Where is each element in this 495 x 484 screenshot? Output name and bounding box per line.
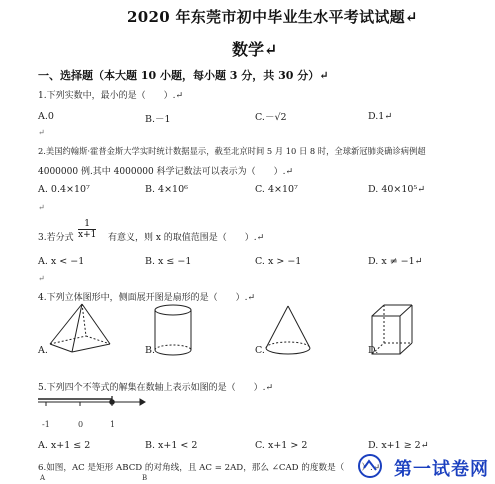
exam-title: 2020 年东莞市初中毕业生水平考试试题↵ [127, 8, 418, 26]
cuboid-figure [370, 302, 414, 358]
axis-label-minus1: -1 [42, 420, 50, 429]
q3-fraction-numerator: 1 [78, 219, 96, 230]
q3-option-c: C. x > −1 [255, 256, 302, 267]
q4-option-a: A. [38, 345, 48, 356]
q1-option-a: A.0 [38, 111, 54, 122]
question-3-stem-pre: 3.若分式 [38, 233, 74, 243]
q2-option-d: D. 40×10⁵↵ [368, 184, 426, 195]
cylinder-figure [152, 302, 194, 358]
question-2-stem: 2.美国约翰斯·霍普金斯大学实时统计数据显示，截至北京时间 5 月 10 日 8 时，全球新冠肺炎确诊病例超 [38, 146, 426, 156]
watermark-text: 第一试卷网 [394, 459, 489, 480]
cone-figure [262, 304, 314, 358]
axis-label-zero: 0 [78, 420, 84, 429]
question-6-stem: 6.如图，AC 是矩形 ABCD 的对角线，且 AC = 2AD，那么 ∠CAD 的度数是（ ）.↵ [38, 463, 380, 473]
q2-option-b: B. 4×10⁶ [145, 184, 188, 195]
q1-option-b: B.－1 [145, 114, 171, 125]
q4-option-b: B. [145, 345, 156, 356]
logo-icon [357, 453, 383, 479]
q5-option-a: A. x+1 ≤ 2 [38, 440, 91, 451]
paragraph-mark: ↵ [38, 128, 45, 137]
paragraph-mark: ↵ [38, 274, 45, 283]
q2-option-a: A. 0.4×10⁷ [38, 184, 90, 195]
q3-fraction-denominator: x+1 [78, 230, 97, 240]
q5-option-d: D. x+1 ≥ 2↵ [368, 440, 429, 451]
q5-option-c: C. x+1 > 2 [255, 440, 308, 451]
q3-fraction [78, 219, 96, 240]
question-4-stem: 4.下列立体图形中，侧面展开图是扇形的是（ ）.↵ [38, 293, 255, 303]
paragraph-mark: ↵ [38, 203, 45, 212]
question-3-stem-post: 有意义，则 x 的取值范围是（ ）.↵ [108, 233, 265, 243]
q3-option-a: A. x < −1 [38, 256, 85, 267]
pyramid-figure [46, 300, 116, 358]
figure-label-a: A [40, 474, 46, 482]
q5-option-b: B. x+1 < 2 [145, 440, 198, 451]
number-line-figure [36, 396, 146, 418]
q2-option-c: C. 4×10⁷ [255, 184, 298, 195]
q1-option-d: D.1↵ [368, 111, 393, 122]
q3-option-b: B. x ≤ −1 [145, 256, 192, 267]
q3-option-d: D. x ≠ −1↵ [368, 256, 423, 267]
q4-option-c: C. [255, 345, 265, 356]
question-1-stem: 1.下列实数中，最小的是（ ）.↵ [38, 91, 183, 101]
section-heading: 一、选择题（本大题 10 小题，每小题 3 分，共 30 分）↵ [38, 69, 329, 82]
question-5-stem: 5.下列四个不等式的解集在数轴上表示如图的是（ ）.↵ [38, 383, 273, 393]
q4-option-d: D. [368, 345, 379, 356]
subject-title: 数学↵ [232, 40, 278, 59]
q1-option-c: C.－√2 [255, 112, 287, 123]
figure-label-b: B [142, 474, 148, 482]
arrow-icon [140, 399, 145, 405]
question-2-stem-line2: 4000000 例.其中 4000000 科学记数法可以表示为（ ）.↵ [38, 167, 294, 177]
solid-dot-icon [110, 400, 115, 405]
axis-label-one: 1 [110, 420, 116, 429]
